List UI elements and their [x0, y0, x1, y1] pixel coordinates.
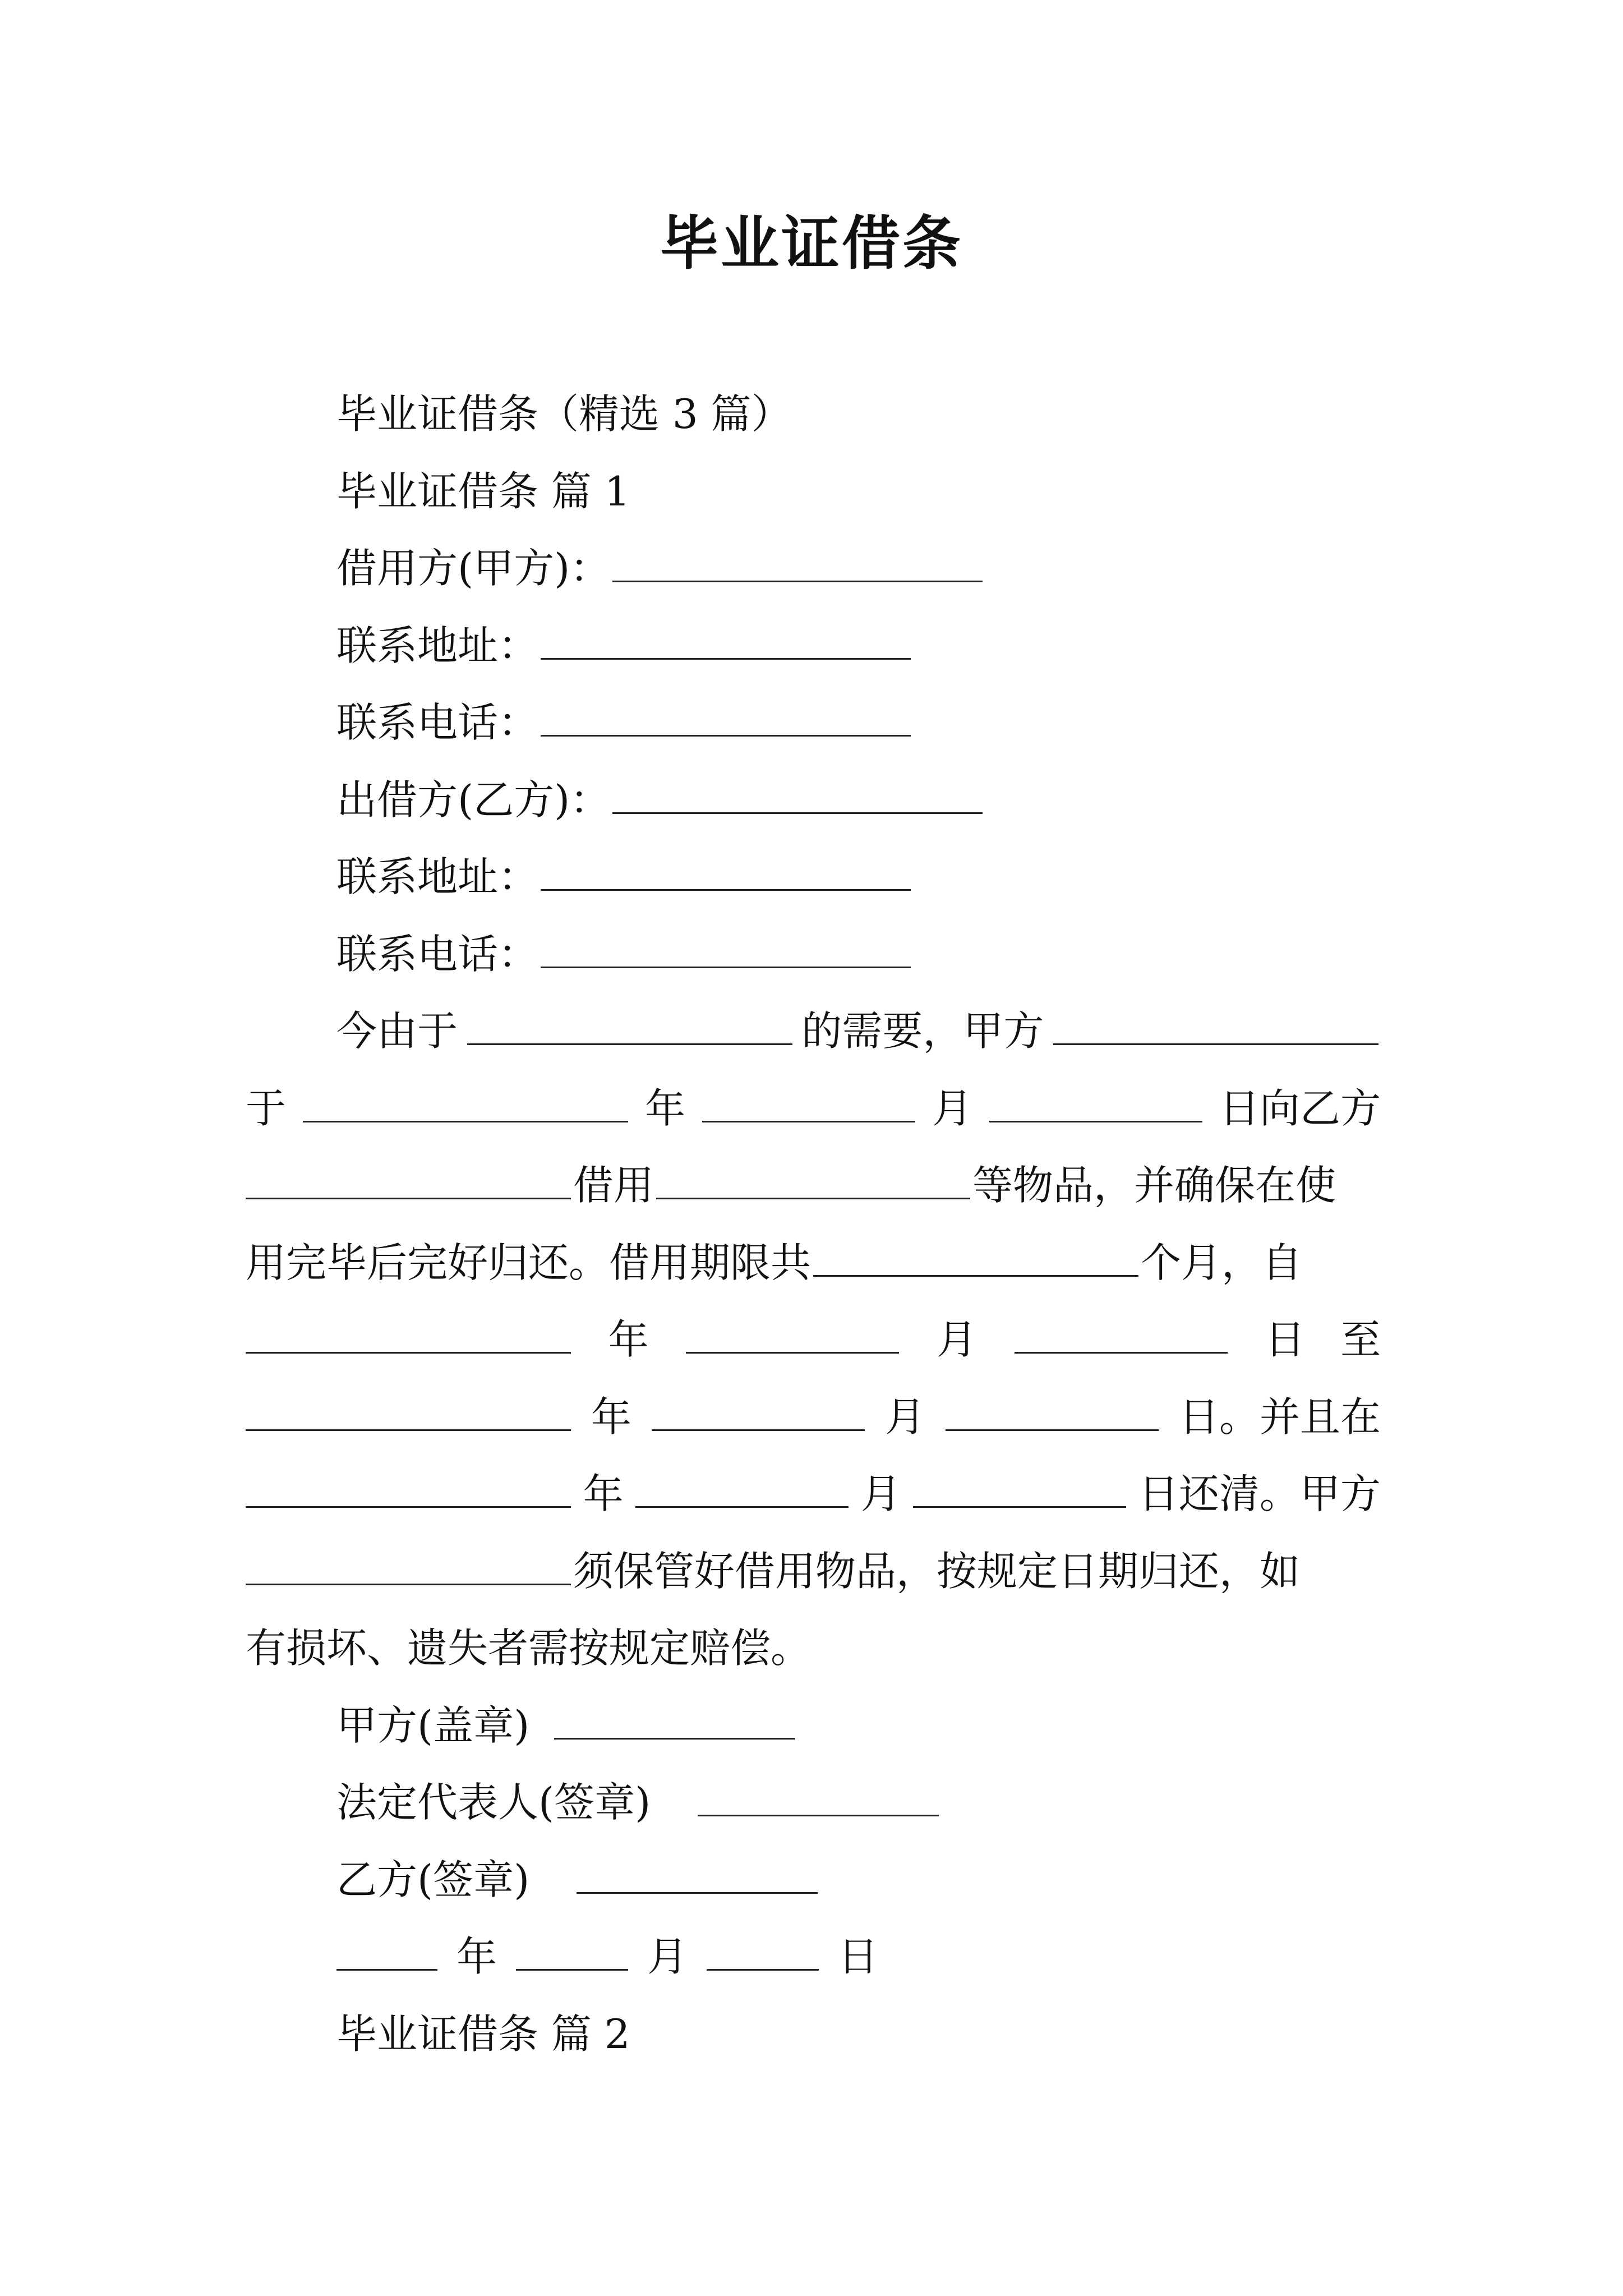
body-line-7 — [246, 1466, 1381, 1522]
body-text: 至 — [1340, 1316, 1381, 1363]
lender-address-row — [336, 849, 913, 905]
lender-phone-blank — [541, 927, 911, 968]
month-label: 月 — [860, 1470, 901, 1517]
end-year-blank — [246, 1390, 571, 1431]
borrower-phone-blank — [541, 696, 911, 737]
document-title: 毕业证借条 — [660, 209, 963, 278]
borrower-address-blank — [541, 619, 911, 660]
lender-address-blank — [541, 850, 911, 891]
signature-date-row — [336, 1929, 878, 1985]
date-year-blank — [336, 1930, 437, 1971]
month-label: 月 — [932, 1085, 972, 1132]
month-label: 月 — [884, 1393, 925, 1441]
start-year-blank — [246, 1313, 571, 1354]
start-day-blank — [1015, 1313, 1228, 1354]
document-heading: 毕业证借条（精选 3 篇） — [336, 390, 792, 438]
legal-rep-label: 法定代表人(签章) — [336, 1779, 651, 1826]
body-text: 等物品，并确保在使 — [972, 1162, 1336, 1209]
reason-blank — [467, 1004, 792, 1045]
body-line-8 — [246, 1543, 1381, 1599]
section-2-heading: 毕业证借条 篇 2 — [336, 2010, 630, 2058]
date-day-label: 日 — [838, 1933, 879, 1980]
body-text: 日向乙方 — [1219, 1085, 1381, 1132]
date-month-blank — [516, 1930, 628, 1971]
body-text: 日。并且在 — [1178, 1393, 1381, 1441]
borrower-label: 借用方(甲方)： — [336, 545, 611, 592]
body-text: 今由于 — [336, 1007, 458, 1055]
year-label: 年 — [644, 1085, 685, 1132]
year-label: 年 — [608, 1316, 649, 1363]
year-blank — [303, 1082, 628, 1122]
party-b-sign-blank — [577, 1853, 818, 1894]
party-b-name-blank — [246, 1158, 571, 1199]
repay-day-blank — [913, 1467, 1126, 1508]
party-b-sign-row — [336, 1852, 820, 1908]
body-text: 的需要，甲方 — [801, 1007, 1044, 1055]
party-a-name-blank — [1053, 1004, 1378, 1045]
borrower-address-label: 联系地址： — [336, 622, 539, 669]
start-month-blank — [686, 1313, 899, 1354]
lender-blank — [612, 773, 983, 814]
item-blank — [656, 1158, 970, 1199]
repay-year-blank — [246, 1467, 571, 1508]
borrower-address-row — [336, 618, 913, 674]
body-line-9: 有损坏、遗失者需按规定赔偿。 — [246, 1625, 811, 1672]
month-blank — [702, 1082, 915, 1122]
party-b-sign-label: 乙方(签章) — [336, 1856, 530, 1903]
body-line-3 — [246, 1157, 1381, 1213]
borrower-phone-row — [336, 694, 913, 751]
body-line-1 — [336, 1003, 1381, 1059]
month-label: 月 — [936, 1316, 977, 1363]
end-month-blank — [652, 1390, 865, 1431]
body-text: 个月，自 — [1141, 1239, 1303, 1286]
party-a-blank — [246, 1544, 571, 1585]
borrower-blank — [612, 541, 983, 582]
lender-address-label: 联系地址： — [336, 853, 539, 900]
date-year-label: 年 — [457, 1933, 497, 1980]
party-a-seal-blank — [554, 1699, 795, 1740]
year-label: 年 — [591, 1393, 631, 1441]
end-day-blank — [946, 1390, 1159, 1431]
date-month-label: 月 — [647, 1933, 688, 1980]
body-line-5 — [246, 1312, 1381, 1368]
date-day-blank — [707, 1930, 819, 1971]
legal-rep-row — [336, 1774, 941, 1830]
body-line-4 — [246, 1235, 1381, 1291]
months-blank — [813, 1236, 1138, 1277]
year-label: 年 — [583, 1470, 624, 1517]
party-a-seal-label: 甲方(盖章) — [336, 1702, 530, 1749]
borrower-row — [336, 540, 985, 596]
day-blank — [989, 1082, 1202, 1122]
borrower-phone-label: 联系电话： — [336, 699, 539, 746]
legal-rep-blank — [698, 1775, 939, 1816]
party-a-seal-row — [336, 1697, 797, 1754]
repay-month-blank — [635, 1467, 849, 1508]
lender-phone-row — [336, 926, 913, 982]
lender-label: 出借方(乙方)： — [336, 776, 611, 823]
day-label: 日 — [1265, 1316, 1306, 1363]
body-text: 于 — [246, 1085, 287, 1132]
body-line-6 — [246, 1389, 1381, 1445]
body-text: 用完毕后完好归还。借用期限共 — [246, 1239, 811, 1286]
lender-row — [336, 772, 985, 828]
lender-phone-label: 联系电话： — [336, 931, 539, 978]
body-text: 须保管好借用物品，按规定日期归还，如 — [573, 1548, 1301, 1595]
section-1-heading: 毕业证借条 篇 1 — [336, 468, 630, 515]
body-line-2 — [246, 1080, 1381, 1137]
body-text: 日还清。甲方 — [1138, 1470, 1381, 1517]
body-text: 借用 — [573, 1162, 654, 1209]
